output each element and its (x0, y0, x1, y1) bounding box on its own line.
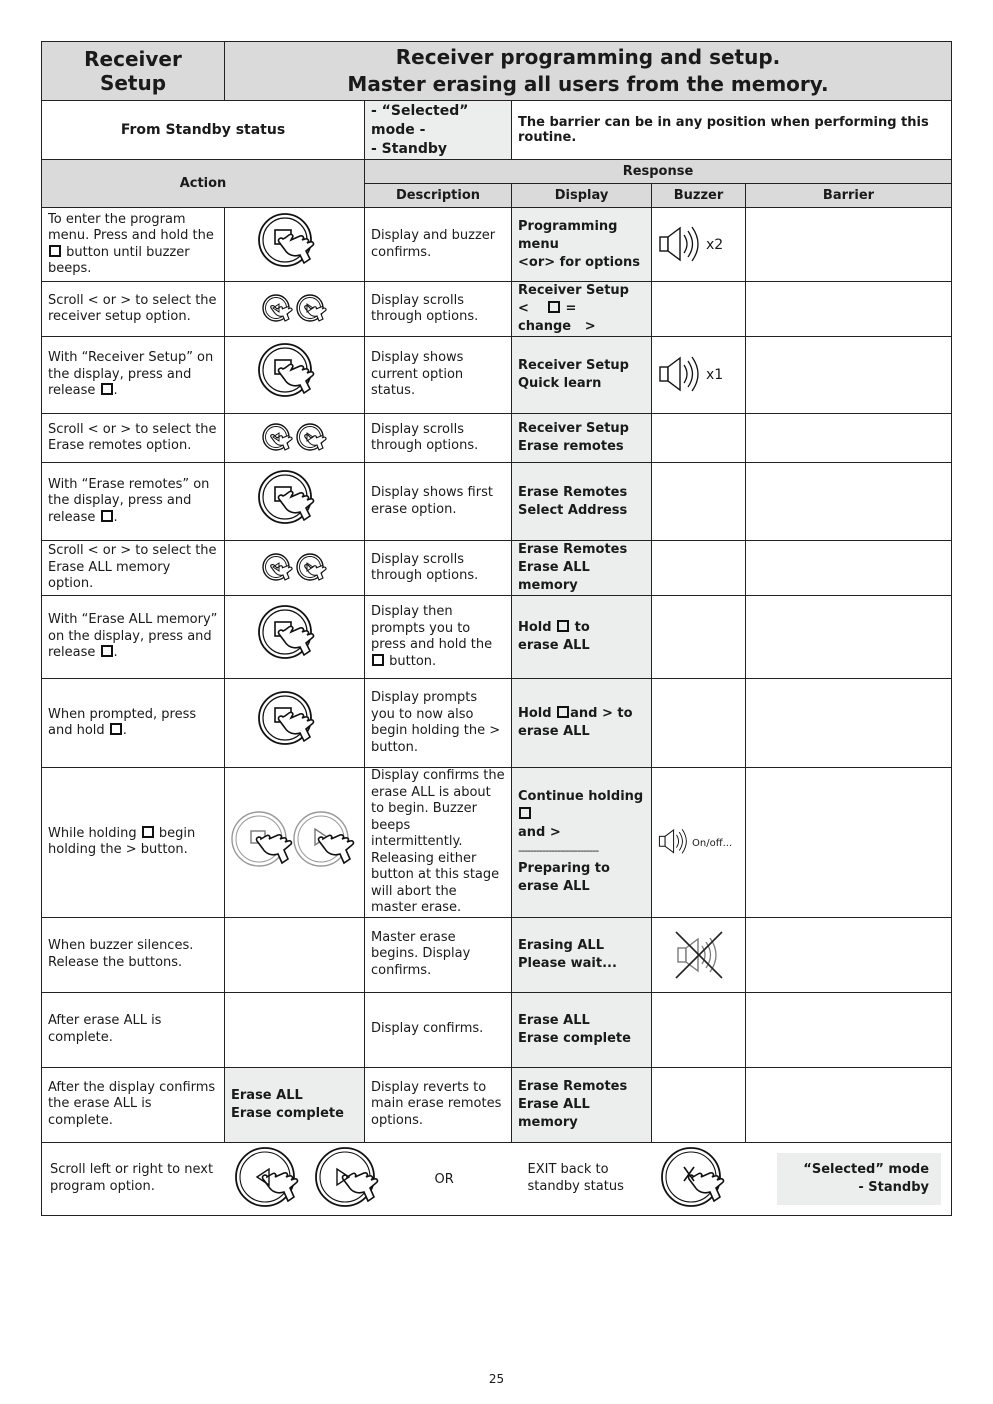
footer-scroll-text: Scroll left or right to next program option. (42, 1142, 225, 1215)
display-line2: Erase complete (518, 1030, 631, 1046)
action-cell (42, 208, 225, 282)
page-title-line1: Receiver programming and setup. (395, 45, 781, 69)
buzzer-cell (652, 541, 746, 596)
description-text: Display then prompts you to press and hold the (371, 604, 493, 652)
buzzer-cell (652, 208, 746, 282)
stop-button-symbol (101, 383, 113, 395)
action-text: While holding (48, 825, 141, 841)
speaker-icon (658, 827, 692, 857)
press-button-icon (225, 208, 365, 282)
display-line2: Please wait... (518, 955, 617, 971)
buzzer-cell (652, 992, 746, 1067)
table-row (42, 208, 952, 282)
scroll-left-right-icon (225, 541, 365, 596)
table-row (42, 337, 952, 414)
display-line2: erase ALL (518, 638, 590, 653)
barrier-cell (746, 463, 952, 541)
hold-both-buttons-icon (225, 768, 365, 918)
barrier-cell (746, 1067, 952, 1142)
start-mode-line1: - “Selected” mode - (371, 102, 469, 138)
action-cell (42, 596, 225, 679)
action-text-end: button until buzzer beeps. (48, 244, 190, 276)
action-cell (42, 463, 225, 541)
barrier-cell (746, 992, 952, 1067)
stop-button-symbol (142, 826, 154, 838)
buzzer-muted-icon (652, 917, 746, 992)
press-button-icon (225, 337, 365, 414)
press-button-icon (225, 679, 365, 768)
action-cell: After erase ALL is complete. (42, 992, 225, 1067)
action-cell: Scroll < or > to select the receiver setup option. (42, 282, 225, 337)
description-cell: Display scrolls through options. (365, 541, 512, 596)
barrier-cell (746, 282, 952, 337)
table-row (42, 679, 952, 768)
action-text-end: begin holding the > button. (48, 825, 196, 858)
display-cell (512, 679, 652, 768)
display-cell (512, 596, 652, 679)
buzzer-cell (652, 1067, 746, 1142)
display-line1 (518, 619, 645, 637)
column-buzzer: Buzzer (652, 184, 746, 208)
footer-mode-line1: “Selected” mode (803, 1161, 930, 1177)
stop-button-symbol (519, 807, 531, 819)
table-row (42, 414, 952, 463)
action-cell: Scroll < or > to select the Erase remotes option. (42, 414, 225, 463)
buzzer-cell (652, 414, 746, 463)
barrier-cell (746, 917, 952, 992)
buzzer-cell (652, 463, 746, 541)
buzzer-intermittent: On/off... (692, 838, 733, 850)
display-line1: Receiver Setup (518, 358, 629, 373)
display-cell (512, 414, 652, 463)
column-action: Action (42, 160, 365, 208)
barrier-cell (746, 541, 952, 596)
table-row (42, 1067, 952, 1142)
table-row (42, 768, 952, 918)
buzzer-count: x2 (706, 236, 724, 253)
display-cell (512, 1067, 652, 1142)
icon-cell-empty (225, 917, 365, 992)
stop-button-symbol (372, 654, 384, 666)
description-cell: Display confirms the erase ALL is about to begin. Buzzer beeps intermittently. Releasing either button at this stage will abort the master erase. (365, 768, 512, 918)
display-line1: Erase Remotes (518, 1078, 628, 1094)
section-title: Receiver Setup (42, 42, 225, 101)
description-cell: Display prompts you to now also begin holding the > button. (365, 679, 512, 768)
buzzer-count: x1 (706, 367, 724, 383)
setup-sheet (41, 41, 951, 1216)
action-text-end: . (113, 509, 118, 525)
action-cell (42, 768, 225, 918)
display-line1 (518, 705, 645, 723)
buzzer-cell (652, 337, 746, 414)
action-text-end: . (122, 723, 127, 738)
buzzer-cell (652, 596, 746, 679)
display-cell (512, 917, 652, 992)
press-button-icon (225, 463, 365, 541)
action-text: With “Erase ALL memory” on the display, press and release (48, 612, 218, 661)
action-text-end: . (113, 383, 118, 399)
start-state-label: From Standby status (42, 101, 365, 160)
table-row (42, 992, 952, 1067)
stop-button-symbol (49, 245, 61, 257)
footer-mode-cell (746, 1142, 952, 1215)
footer-mode-line2: - Standby (858, 1179, 930, 1195)
action-text: With “Receiver Setup” on the display, press and release (48, 350, 214, 399)
display-cell (512, 208, 652, 282)
buzzer-cell (652, 768, 746, 918)
display-line2: Select Address (518, 502, 628, 518)
description-cell: Display shows first erase option. (365, 463, 512, 541)
scroll-left-right-icon (225, 414, 365, 463)
display-change-text: = change (518, 301, 577, 334)
display-line4: erase ALL (518, 879, 590, 895)
table-row (42, 917, 952, 992)
display-text-end: and > to (570, 706, 633, 721)
table-row (42, 596, 952, 679)
display-state-line2: Erase complete (231, 1105, 344, 1121)
scroll-left-right-icon (225, 282, 365, 337)
page-number: 25 (488, 1372, 505, 1386)
stop-button-symbol (557, 620, 569, 632)
column-response: Response (365, 160, 952, 184)
description-cell: Display confirms. (365, 992, 512, 1067)
table-row (42, 463, 952, 541)
scroll-right-icon (313, 1147, 393, 1211)
action-cell: After the display confirms the erase ALL is complete. (42, 1067, 225, 1142)
description-cell: Display scrolls through options. (365, 414, 512, 463)
display-line2: Erase ALL memory (518, 1096, 590, 1130)
description-cell: Master erase begins. Display confirms. (365, 917, 512, 992)
barrier-cell (746, 337, 952, 414)
page-title (225, 42, 952, 101)
table-row (42, 541, 952, 596)
display-line2: Quick learn (518, 376, 602, 391)
description-cell: Display scrolls through options. (365, 282, 512, 337)
display-line2: Erase remotes (518, 439, 624, 454)
display-text-end: to (570, 620, 590, 635)
display-state-cell (225, 1067, 365, 1142)
action-cell: Scroll < or > to select the Erase ALL memory option. (42, 541, 225, 596)
action-cell (42, 337, 225, 414)
action-text: When prompted, press and hold (48, 706, 197, 738)
display-separator: --------------------------- (518, 844, 599, 858)
table-row (42, 282, 952, 337)
setup-table (41, 41, 952, 1216)
column-description: Description (365, 184, 512, 208)
start-mode-line2: - Standby (371, 140, 448, 157)
stop-button-symbol (101, 645, 113, 657)
footer-row (42, 1142, 952, 1215)
display-line2: and > (518, 825, 561, 841)
display-line1 (518, 788, 645, 824)
display-cell (512, 541, 652, 596)
barrier-cell (746, 596, 952, 679)
action-text: To enter the program menu. Press and hold the (48, 211, 214, 243)
action-text: With “Erase remotes” on the display, press and release (48, 476, 210, 525)
or-label: OR (434, 1171, 454, 1187)
display-text: Continue holding (518, 789, 644, 805)
description-cell: Display and buzzer confirms. (365, 208, 512, 282)
display-line1: Erase ALL (518, 1012, 590, 1028)
action-text-end: . (113, 645, 118, 661)
buzzer-cell (652, 679, 746, 768)
footer-scroll-icons (225, 1142, 512, 1215)
display-line1: Erase Remotes (518, 542, 628, 557)
barrier-cell (746, 414, 952, 463)
display-left-symbol: < (518, 301, 529, 316)
display-line2 (518, 300, 645, 336)
buzzer-cell (652, 282, 746, 337)
column-display: Display (512, 184, 652, 208)
stop-button-symbol (548, 301, 560, 313)
display-state-line1: Erase ALL (231, 1087, 303, 1103)
stop-button-symbol (110, 723, 122, 735)
barrier-cell (746, 679, 952, 768)
speaker-icon (658, 225, 706, 265)
display-cell (512, 463, 652, 541)
press-button-icon (225, 596, 365, 679)
speaker-icon (658, 355, 706, 395)
display-line1: Erasing ALL (518, 937, 604, 953)
barrier-cell (746, 208, 952, 282)
stop-button-symbol (557, 706, 569, 718)
stop-button-symbol (101, 510, 113, 522)
scroll-left-icon (233, 1147, 313, 1211)
display-line1: Erase Remotes (518, 484, 628, 500)
display-right-symbol: > (584, 319, 596, 334)
display-line2: <or> for options (518, 254, 641, 270)
display-line3: Preparing to (518, 861, 610, 877)
barrier-note: The barrier can be in any position when performing this routine. (512, 101, 952, 160)
display-line1: Receiver Setup (518, 283, 629, 298)
action-cell: When buzzer silences. Release the buttons. (42, 917, 225, 992)
display-text: Hold (518, 706, 557, 721)
description-cell: Display shows current option status. (365, 337, 512, 414)
display-text: Hold (518, 620, 557, 635)
display-line1: Programming menu (518, 218, 618, 252)
footer-mode-box (777, 1153, 941, 1205)
description-cell (365, 596, 512, 679)
barrier-cell (746, 768, 952, 918)
description-cell: Display reverts to main erase remotes options. (365, 1067, 512, 1142)
page-title-line2: Master erasing all users from the memory. (347, 72, 829, 96)
icon-cell-empty (225, 992, 365, 1067)
display-cell (512, 992, 652, 1067)
display-line1: Receiver Setup (518, 421, 629, 436)
display-line2: erase ALL (518, 724, 590, 739)
action-cell (42, 679, 225, 768)
description-text-end: button. (385, 653, 437, 669)
exit-button-icon (652, 1142, 746, 1215)
column-barrier: Barrier (746, 184, 952, 208)
display-cell (512, 768, 652, 918)
display-cell (512, 282, 652, 337)
footer-exit-text: EXIT back to standby status (512, 1142, 652, 1215)
start-mode (365, 101, 512, 160)
display-line2: Erase ALL memory (518, 560, 590, 593)
display-cell (512, 337, 652, 414)
